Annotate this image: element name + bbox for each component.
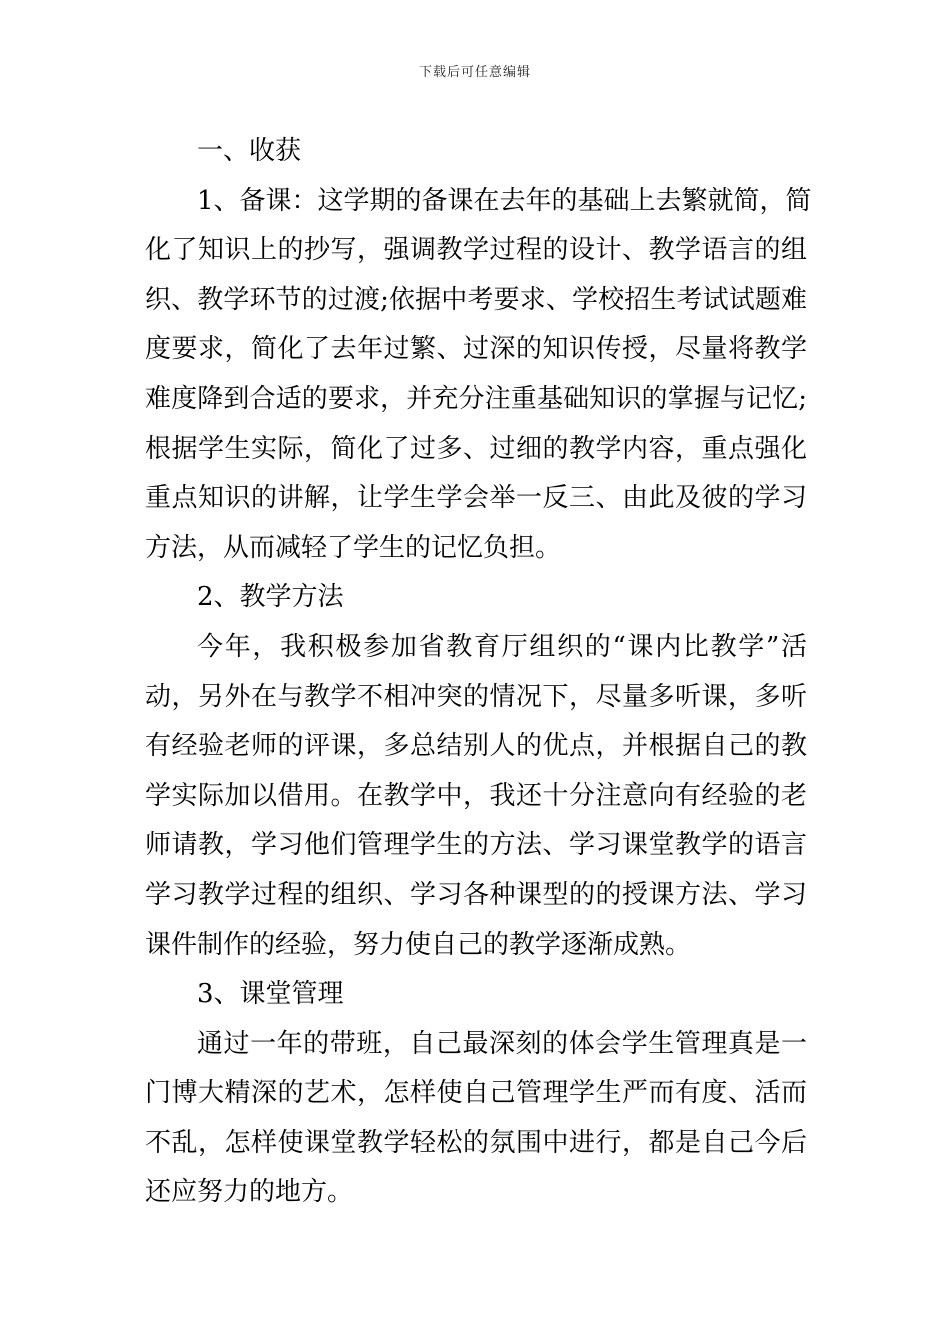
text-line: 根据学生实际，简化了过多、过细的教学内容，重点强化	[145, 433, 807, 464]
text-line: 化了知识上的抄写，强调教学过程的设计、教学语言的组	[145, 235, 807, 266]
text-line: 通过一年的带班，自己最深刻的体会学生管理真是一	[197, 1028, 807, 1059]
text-line: 学习教学过程的组织、学习各种课型的的授课方法、学习	[145, 879, 807, 910]
text-line: 今年，我积极参加省教育厅组织的“课内比教学”活	[197, 631, 807, 662]
page-header: 下载后可任意编辑	[418, 65, 531, 80]
text-line: 有经验老师的评课，多总结别人的优点，并根据自己的教	[145, 731, 807, 762]
text-line: 一、收获	[197, 136, 302, 166]
text-line: 难度降到合适的要求，并充分注重基础知识的掌握与记忆;	[145, 383, 807, 414]
text-line: 师请教，学习他们管理学生的方法、学习课堂教学的语言	[145, 830, 807, 861]
text-line: 重点知识的讲解，让学生学会举一反三、由此及彼的学习	[145, 483, 807, 514]
text-line: 还应努力的地方。	[145, 1177, 354, 1208]
text-line: 不乱，怎样使课堂教学轻松的氛围中进行，都是自己今后	[145, 1127, 807, 1158]
text-line: 动，另外在与教学不相冲突的情况下，尽量多听课，多听	[145, 681, 807, 712]
text-line: 度要求，简化了去年过繁、过深的知识传授，尽量将教学	[145, 334, 807, 365]
text-line: 方法，从而减轻了学生的记忆负担。	[145, 532, 562, 563]
text-line: 2、教学方法	[197, 582, 344, 613]
text-line: 课件制作的经验，努力使自己的教学逐渐成熟。	[145, 929, 692, 960]
document-body	[145, 127, 812, 1218]
text-line: 1、备课：这学期的备课在去年的基础上去繁就简，简	[197, 185, 812, 216]
text-line: 门博大精深的艺术，怎样使自己管理学生严而有度、活而	[145, 1078, 807, 1109]
text-line: 3、课堂管理	[197, 979, 344, 1010]
text-line: 织、教学环节的过渡;依据中考要求、学校招生考试试题难	[145, 284, 807, 315]
text-line: 学实际加以借用。在教学中，我还十分注意向有经验的老	[145, 780, 807, 811]
